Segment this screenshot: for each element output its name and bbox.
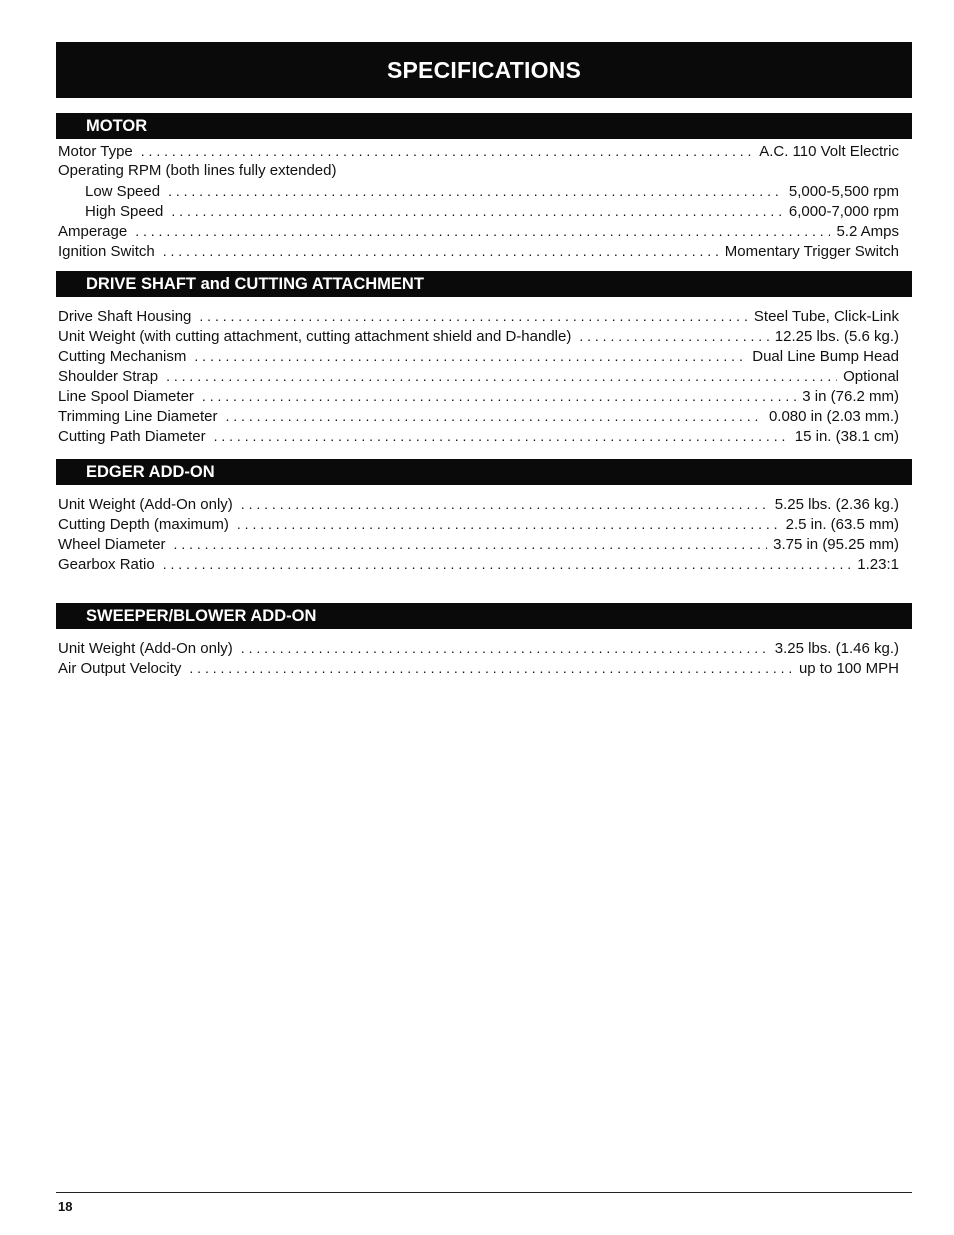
dot-leader: [194, 346, 746, 366]
spec-row-operating-rpm: [58, 161, 899, 181]
spec-label: Wheel Diameter: [58, 536, 166, 553]
dot-leader: [174, 534, 768, 554]
spec-label: Motor Type: [58, 143, 133, 160]
spec-value: 5.2 Amps: [836, 223, 899, 240]
spec-row-drive-shaft-housing: [58, 306, 899, 326]
dot-leader: [163, 241, 719, 261]
section-heading-drive-shaft: DRIVE SHAFT and CUTTING ATTACHMENT: [56, 271, 912, 297]
motor-spec-list: [58, 141, 899, 261]
spec-label: Low Speed: [85, 183, 161, 200]
spec-row-cutting-depth: [58, 514, 899, 534]
spec-value: 5,000-5,500 rpm: [788, 183, 899, 200]
spec-label: Cutting Depth (maximum): [58, 516, 229, 533]
spec-value: 2.5 in. (63.5 mm): [785, 516, 899, 533]
spec-value: Optional: [843, 368, 899, 385]
spec-row-unit-weight: [58, 326, 899, 346]
spec-row-trimming-line-diameter: [58, 406, 899, 426]
spec-label: High Speed: [85, 203, 164, 220]
spec-row-low-speed: [58, 181, 899, 201]
spec-value: Steel Tube, Click-Link: [753, 308, 899, 325]
spec-row-edger-unit-weight: [58, 494, 899, 514]
spec-value: 3.75 in (95.25 mm): [773, 536, 899, 553]
dot-leader: [163, 554, 852, 574]
section-heading-sweeper-blower: SWEEPER/BLOWER ADD-ON: [56, 603, 912, 629]
spec-label: Ignition Switch: [58, 243, 155, 260]
spec-label: Cutting Mechanism: [58, 348, 187, 365]
spec-row-gearbox-ratio: [58, 554, 899, 574]
spec-row-ignition-switch: [58, 241, 899, 261]
spec-label: Amperage: [58, 223, 128, 240]
dot-leader: [214, 426, 789, 446]
spec-value: A.C. 110 Volt Electric: [759, 143, 899, 160]
spec-label: Gearbox Ratio: [58, 556, 155, 573]
spec-value: up to 100 MPH: [798, 660, 899, 677]
spec-label: Drive Shaft Housing: [58, 308, 192, 325]
spec-row-motor-type: [58, 141, 899, 161]
dot-leader: [202, 386, 796, 406]
spec-row-amperage: [58, 221, 899, 241]
spec-value: 1.23:1: [857, 556, 899, 573]
spec-value: 0.080 in (2.03 mm.): [768, 408, 899, 425]
spec-label: Unit Weight (with cutting attachment, cutting attachment shield and D-handle): [58, 328, 572, 345]
spec-value: Momentary Trigger Switch: [724, 243, 899, 260]
spec-row-air-output-velocity: [58, 658, 899, 678]
spec-row-blower-unit-weight: [58, 638, 899, 658]
dot-leader: [166, 366, 837, 386]
spec-value: 6,000-7,000 rpm: [788, 203, 899, 220]
spec-row-cutting-mechanism: [58, 346, 899, 366]
spec-value: 5.25 lbs. (2.36 kg.): [774, 496, 899, 513]
spec-value: 12.25 lbs. (5.6 kg.): [774, 328, 899, 345]
footer-divider: [56, 1192, 912, 1193]
spec-label: Line Spool Diameter: [58, 388, 194, 405]
section-heading-edger: EDGER ADD-ON: [56, 459, 912, 485]
spec-row-shoulder-strap: [58, 366, 899, 386]
spec-label: Cutting Path Diameter: [58, 428, 206, 445]
spec-label: Trimming Line Diameter: [58, 408, 218, 425]
dot-leader: [241, 494, 769, 514]
dot-leader: [579, 326, 768, 346]
dot-leader: [189, 658, 793, 678]
spec-label: Shoulder Strap: [58, 368, 159, 385]
dot-leader: [237, 514, 780, 534]
spec-row-line-spool-diameter: [58, 386, 899, 406]
page-number: 18: [58, 1199, 73, 1214]
spec-label: Air Output Velocity: [58, 660, 182, 677]
spec-row-cutting-path-diameter: [58, 426, 899, 446]
drive-shaft-spec-list: [58, 306, 899, 446]
spec-label: Unit Weight (Add-On only): [58, 640, 233, 657]
spec-value: Dual Line Bump Head: [752, 348, 899, 365]
spec-row-high-speed: [58, 201, 899, 221]
dot-leader: [168, 181, 783, 201]
dot-leader: [226, 406, 763, 426]
spec-value: 3.25 lbs. (1.46 kg.): [774, 640, 899, 657]
dot-leader: [135, 221, 830, 241]
dot-leader: [241, 638, 769, 658]
spec-label: Unit Weight (Add-On only): [58, 496, 233, 513]
spec-value: 3 in (76.2 mm): [802, 388, 899, 405]
spec-value: 15 in. (38.1 cm): [794, 428, 899, 445]
page-title: SPECIFICATIONS: [56, 42, 912, 98]
sweeper-blower-spec-list: [58, 638, 899, 678]
dot-leader: [171, 201, 783, 221]
dot-leader: [199, 306, 748, 326]
section-heading-motor: MOTOR: [56, 113, 912, 139]
spec-label: Operating RPM (both lines fully extended): [58, 162, 337, 179]
dot-leader: [141, 141, 753, 161]
edger-spec-list: [58, 494, 899, 574]
spec-row-wheel-diameter: [58, 534, 899, 554]
